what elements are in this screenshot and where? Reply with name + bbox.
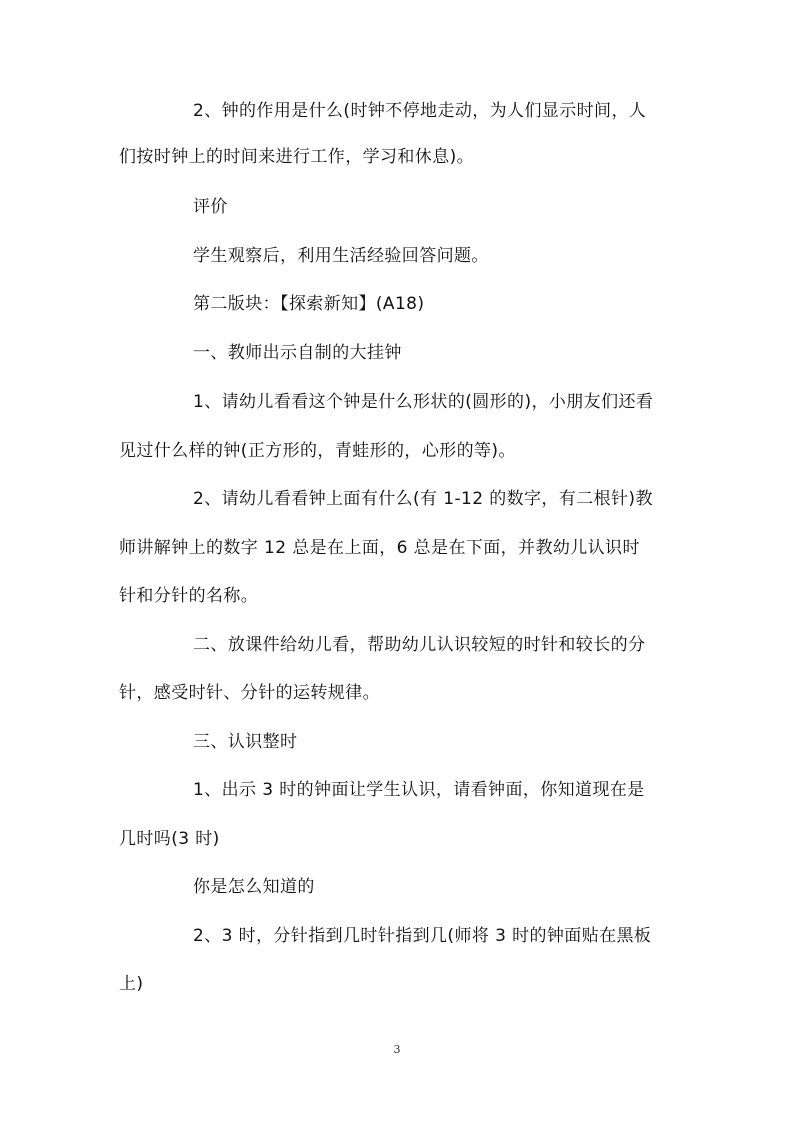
section-heading: 三、认识整时 xyxy=(193,732,298,752)
paragraph-line: 上) xyxy=(119,974,144,994)
paragraph-line: 学生观察后，利用生活经验回答问题。 xyxy=(193,246,489,266)
section-heading: 第二版块：【探索新知】(A18) xyxy=(193,294,425,314)
paragraph-line: 1、请幼儿看看这个钟是什么形状的(圆形的)，小朋友们还看 xyxy=(193,392,654,412)
paragraph-line: 二、放课件给幼儿看，帮助幼儿认识较短的时针和较长的分 xyxy=(193,635,646,655)
paragraph-line: 2、请幼儿看看钟上面有什么(有 1-12 的数字，有二根针)教 xyxy=(193,489,653,509)
section-label-evaluation: 评价 xyxy=(193,197,228,217)
paragraph-line: 针和分针的名称。 xyxy=(119,586,259,606)
paragraph-line: 2、3 时，分针指到几时针指到几(师将 3 时的钟面贴在黑板 xyxy=(193,926,652,946)
paragraph-line: 见过什么样的钟(正方形的，青蛙形的，心形的等)。 xyxy=(119,441,516,461)
paragraph-line: 1、出示 3 时的钟面让学生认识，请看钟面，你知道现在是 xyxy=(193,780,645,800)
paragraph-line: 师讲解钟上的数字 12 总是在上面，6 总是在下面，并教幼儿认识时 xyxy=(119,538,640,558)
page-number: 3 xyxy=(393,1043,401,1056)
paragraph-line: 2、钟的作用是什么(时钟不停地走动，为人们显示时间，人 xyxy=(193,101,647,121)
paragraph-line: 你是怎么知道的 xyxy=(193,877,315,897)
paragraph-line: 针，感受时针、分针的运转规律。 xyxy=(119,683,380,703)
paragraph-line: 几时吗(3 时) xyxy=(119,829,220,849)
paragraph-line: 们按时钟上的时间来进行工作，学习和休息)。 xyxy=(119,147,475,167)
section-heading: 一、教师出示自制的大挂钟 xyxy=(193,343,402,363)
